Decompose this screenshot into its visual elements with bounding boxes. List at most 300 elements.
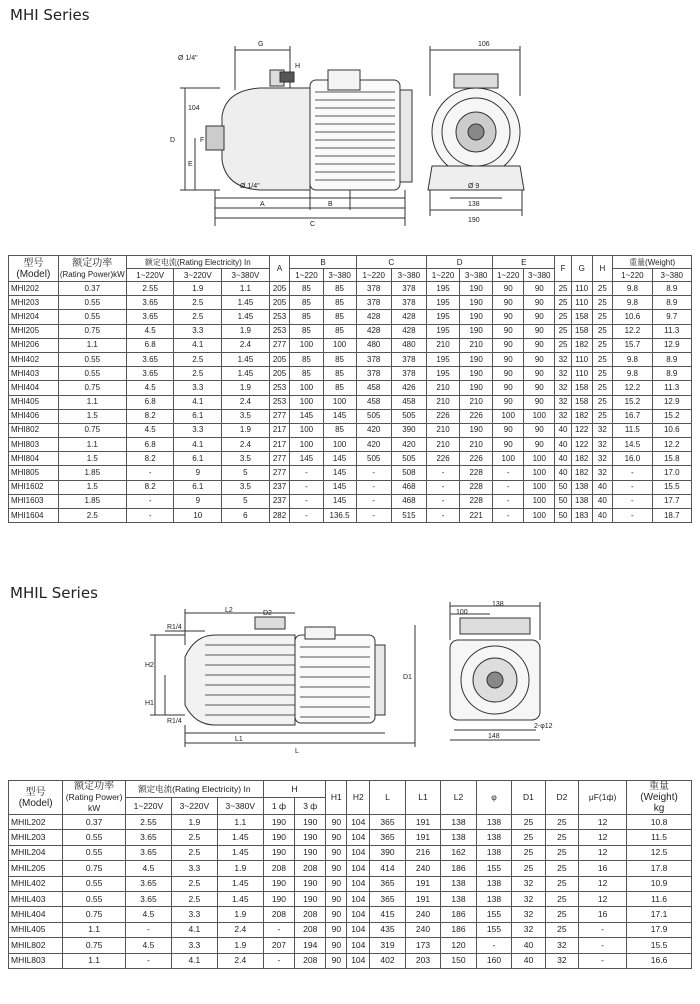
table-cell: 505 — [356, 409, 391, 423]
table-cell: 365 — [370, 891, 406, 906]
table-cell: 32 — [545, 938, 578, 953]
table-cell: 9.8 — [613, 352, 652, 366]
table-cell: 0.55 — [58, 296, 126, 310]
table-cell: 226 — [460, 409, 493, 423]
mhi-th-b-1-220: 1~220 — [290, 269, 323, 282]
mhil-spec-table — [8, 780, 692, 969]
table-cell: 40 — [555, 452, 572, 466]
table-cell: 6.1 — [174, 409, 222, 423]
table-cell: 25 — [592, 367, 613, 381]
table-cell: 138 — [476, 830, 512, 845]
table-cell: 25 — [555, 282, 572, 296]
table-cell: 1.5 — [58, 452, 126, 466]
table-cell: 428 — [391, 324, 426, 338]
table-cell: 90 — [326, 845, 347, 860]
table-cell: 190 — [460, 324, 493, 338]
mhi-th-model: 型号 (Model) — [9, 256, 59, 282]
table-row — [9, 282, 692, 296]
table-cell: 17.0 — [652, 466, 691, 480]
mhil-th-h: H — [263, 781, 326, 798]
table-row — [9, 938, 692, 953]
table-cell: 160 — [476, 953, 512, 968]
model-cell: MHIL205 — [9, 861, 63, 876]
mhil-th-h-1phi: 1 ф — [263, 798, 294, 815]
table-cell: 190 — [460, 352, 493, 366]
table-cell: 226 — [426, 409, 459, 423]
table-cell: 3.5 — [222, 452, 270, 466]
table-cell: 3.3 — [171, 907, 217, 922]
table-cell: 16.7 — [613, 409, 652, 423]
table-cell: 3.65 — [125, 845, 171, 860]
table-cell: 15.5 — [652, 480, 691, 494]
table-cell: 40 — [512, 938, 545, 953]
table-cell: 100 — [290, 395, 323, 409]
mhi-th-power: 额定功率 (Rating Power)kW — [58, 256, 126, 282]
mhi-table-body — [9, 282, 692, 523]
table-cell: 228 — [460, 466, 493, 480]
table-cell: 195 — [426, 282, 459, 296]
table-cell: 100 — [290, 381, 323, 395]
table-cell: 205 — [269, 296, 290, 310]
model-cell: MHI406 — [9, 409, 59, 423]
table-cell: 100 — [290, 338, 323, 352]
table-cell: 15.8 — [652, 452, 691, 466]
table-cell: 1.45 — [217, 830, 263, 845]
table-cell: 414 — [370, 861, 406, 876]
table-cell: 210 — [426, 423, 459, 437]
model-cell: MHIL204 — [9, 845, 63, 860]
mhi-th-w-1-220: 1~220 — [613, 269, 652, 282]
table-cell: 100 — [323, 438, 356, 452]
table-cell: 138 — [441, 891, 477, 906]
table-cell: 120 — [441, 938, 477, 953]
table-row — [9, 395, 692, 409]
table-cell: 3.3 — [174, 324, 222, 338]
table-cell: 90 — [524, 423, 555, 437]
table-cell: 277 — [269, 338, 290, 352]
table-cell: 505 — [356, 452, 391, 466]
table-cell: 25 — [512, 815, 545, 830]
table-cell: 3.65 — [126, 352, 174, 366]
table-cell: 90 — [524, 381, 555, 395]
table-cell: 104 — [347, 922, 370, 937]
table-cell: 136.5 — [323, 509, 356, 523]
table-cell: 0.75 — [63, 938, 126, 953]
table-cell: - — [579, 922, 627, 937]
table-cell: 85 — [290, 352, 323, 366]
table-cell: 277 — [269, 409, 290, 423]
table-cell: 138 — [441, 830, 477, 845]
table-cell: 16.0 — [613, 452, 652, 466]
table-cell: 8.2 — [126, 452, 174, 466]
table-cell: 90 — [524, 310, 555, 324]
table-cell: 2.55 — [126, 282, 174, 296]
table-cell: 2.5 — [174, 296, 222, 310]
table-cell: - — [579, 953, 627, 968]
table-cell: 15.7 — [613, 338, 652, 352]
table-cell: 40 — [555, 423, 572, 437]
mhi-dim-138: 138 — [468, 201, 480, 208]
table-cell: 12.5 — [627, 845, 692, 860]
table-cell: 205 — [269, 367, 290, 381]
mhil-dim-138: 138 — [492, 601, 504, 608]
table-cell: 90 — [524, 296, 555, 310]
table-cell: 138 — [441, 876, 477, 891]
table-cell: 11.5 — [613, 423, 652, 437]
table-cell: - — [613, 480, 652, 494]
mhil-th-v1-220: 1~220V — [125, 798, 171, 815]
table-row — [9, 367, 692, 381]
table-cell: 1.45 — [217, 891, 263, 906]
mhil-dim-d1: D1 — [403, 674, 412, 681]
table-cell: 3.65 — [126, 367, 174, 381]
table-cell: 32 — [545, 953, 578, 968]
table-cell: 122 — [571, 438, 592, 452]
table-cell: 100 — [493, 409, 524, 423]
table-cell: 40 — [592, 480, 613, 494]
table-cell: 90 — [524, 395, 555, 409]
table-cell: 25 — [545, 876, 578, 891]
table-cell: 32 — [555, 367, 572, 381]
table-cell: 25 — [545, 922, 578, 937]
table-cell: - — [356, 480, 391, 494]
table-cell: 0.75 — [58, 324, 126, 338]
table-cell: 90 — [326, 876, 347, 891]
table-cell: 1.9 — [222, 423, 270, 437]
table-cell: 100 — [323, 395, 356, 409]
table-cell: 90 — [493, 296, 524, 310]
table-cell: 32 — [592, 438, 613, 452]
table-cell: 173 — [405, 938, 441, 953]
table-cell: 1.9 — [217, 861, 263, 876]
table-cell: 4.5 — [126, 423, 174, 437]
table-cell: 1.9 — [217, 938, 263, 953]
table-cell: - — [290, 494, 323, 508]
table-cell: - — [426, 509, 459, 523]
model-cell: MHI802 — [9, 423, 59, 437]
table-cell: 0.75 — [63, 861, 126, 876]
table-cell: 150 — [441, 953, 477, 968]
mhi-dim-106: 106 — [478, 41, 490, 48]
table-cell: 3.3 — [171, 861, 217, 876]
model-cell: MHIL402 — [9, 876, 63, 891]
table-cell: 203 — [405, 953, 441, 968]
table-cell: 2.5 — [58, 509, 126, 523]
table-cell: 3.3 — [174, 423, 222, 437]
table-cell: - — [493, 466, 524, 480]
table-cell: 138 — [476, 876, 512, 891]
table-cell: 100 — [524, 480, 555, 494]
table-cell: 2.5 — [174, 352, 222, 366]
model-cell: MHI804 — [9, 452, 59, 466]
table-cell: 1.85 — [58, 466, 126, 480]
table-cell: 104 — [347, 830, 370, 845]
table-cell: 25 — [512, 845, 545, 860]
table-cell: 210 — [426, 381, 459, 395]
table-cell: 90 — [493, 310, 524, 324]
table-cell: 90 — [524, 352, 555, 366]
mhi-dim-b: B — [328, 201, 333, 208]
table-cell: 426 — [391, 381, 426, 395]
table-cell: 145 — [323, 494, 356, 508]
mhil-th-l2: L2 — [441, 781, 477, 815]
table-cell: 122 — [571, 423, 592, 437]
mhil-th-v3-380: 3~380V — [217, 798, 263, 815]
table-cell: 3.5 — [222, 409, 270, 423]
table-cell: 2.5 — [171, 845, 217, 860]
table-cell: 85 — [290, 282, 323, 296]
table-cell: 240 — [405, 861, 441, 876]
table-cell: 90 — [326, 861, 347, 876]
table-cell: 378 — [391, 296, 426, 310]
mhi-dim-phi9: Ø 9 — [468, 183, 480, 190]
table-cell: 104 — [347, 907, 370, 922]
table-cell: 158 — [571, 381, 592, 395]
table-cell: 4.1 — [171, 922, 217, 937]
table-cell: 17.7 — [652, 494, 691, 508]
model-cell: MHI805 — [9, 466, 59, 480]
table-cell: 468 — [391, 494, 426, 508]
table-cell: 40 — [592, 509, 613, 523]
mhil-th-power: 额定功率 (Rating Power) kW — [63, 781, 126, 815]
table-cell: 190 — [263, 830, 294, 845]
table-cell: 25 — [592, 352, 613, 366]
table-cell: 90 — [326, 922, 347, 937]
mhi-dim-e: E — [188, 161, 193, 168]
table-cell: 282 — [269, 509, 290, 523]
table-cell: 480 — [356, 338, 391, 352]
mhil-th-v3-220: 3~220V — [171, 798, 217, 815]
table-cell: 226 — [426, 452, 459, 466]
table-cell: 18.7 — [652, 509, 691, 523]
table-cell: 12.2 — [613, 324, 652, 338]
table-cell: 2.5 — [171, 830, 217, 845]
table-cell: 3.65 — [126, 296, 174, 310]
table-cell: 25 — [545, 830, 578, 845]
table-cell: 110 — [571, 352, 592, 366]
table-cell: 428 — [356, 310, 391, 324]
table-cell: 32 — [555, 409, 572, 423]
model-cell: MHI1602 — [9, 480, 59, 494]
mhil-th-weight: 重量 (Weight) kg — [627, 781, 692, 815]
table-cell: 138 — [441, 815, 477, 830]
table-cell: 90 — [524, 282, 555, 296]
table-cell: 17.1 — [627, 907, 692, 922]
table-cell: 6.8 — [126, 338, 174, 352]
mhil-dim-100: 100 — [456, 609, 468, 616]
table-row — [9, 494, 692, 508]
table-cell: 182 — [571, 409, 592, 423]
table-cell: 2.5 — [174, 367, 222, 381]
table-cell: 10 — [174, 509, 222, 523]
mhi-dim-f: F — [200, 137, 205, 144]
table-cell: 25 — [512, 830, 545, 845]
table-cell: 2.55 — [125, 815, 171, 830]
table-cell: 205 — [269, 352, 290, 366]
mhil-th-model: 型号 (Model) — [9, 781, 63, 815]
table-cell: - — [125, 953, 171, 968]
table-cell: 208 — [263, 907, 294, 922]
table-cell: 25 — [555, 338, 572, 352]
table-cell: 210 — [460, 395, 493, 409]
table-cell: 1.45 — [217, 876, 263, 891]
table-cell: 237 — [269, 480, 290, 494]
model-cell: MHI202 — [9, 282, 59, 296]
mhil-th-d2: D2 — [545, 781, 578, 815]
table-cell: 100 — [524, 494, 555, 508]
table-cell: 4.1 — [174, 395, 222, 409]
table-cell: 420 — [356, 423, 391, 437]
model-cell: MHI803 — [9, 438, 59, 452]
table-cell: 2.4 — [222, 395, 270, 409]
table-row — [9, 409, 692, 423]
table-cell: 240 — [405, 922, 441, 937]
table-cell: 32 — [592, 466, 613, 480]
table-cell: 9 — [174, 494, 222, 508]
model-cell: MHI402 — [9, 352, 59, 366]
table-cell: 1.1 — [217, 815, 263, 830]
model-cell: MHI1603 — [9, 494, 59, 508]
table-cell: 90 — [493, 367, 524, 381]
mhil-dim-l: L — [295, 748, 299, 755]
table-cell: 182 — [571, 466, 592, 480]
table-cell: 2.5 — [174, 310, 222, 324]
table-cell: 208 — [295, 861, 326, 876]
table-cell: 1.9 — [171, 815, 217, 830]
model-cell: MHIL202 — [9, 815, 63, 830]
table-cell: 378 — [391, 352, 426, 366]
table-cell: 365 — [370, 830, 406, 845]
mhi-th-e-1-220: 1~220 — [493, 269, 524, 282]
table-cell: 0.75 — [58, 423, 126, 437]
table-cell: 210 — [426, 395, 459, 409]
table-cell: 186 — [441, 922, 477, 937]
model-cell: MHI205 — [9, 324, 59, 338]
table-cell: 100 — [290, 438, 323, 452]
table-cell: 85 — [290, 324, 323, 338]
table-cell: 155 — [476, 922, 512, 937]
table-cell: 100 — [524, 509, 555, 523]
table-cell: 90 — [493, 381, 524, 395]
mhil-th-uf: μF(1ф) — [579, 781, 627, 815]
table-row — [9, 845, 692, 860]
table-row — [9, 452, 692, 466]
table-cell: 85 — [323, 282, 356, 296]
table-cell: 16 — [579, 861, 627, 876]
table-cell: 2.4 — [217, 922, 263, 937]
table-cell: 190 — [295, 815, 326, 830]
model-cell: MHI405 — [9, 395, 59, 409]
table-cell: 208 — [295, 953, 326, 968]
table-cell: 378 — [356, 282, 391, 296]
table-cell: 2.4 — [222, 438, 270, 452]
table-cell: 40 — [555, 466, 572, 480]
table-cell: 50 — [555, 509, 572, 523]
table-cell: 90 — [493, 395, 524, 409]
table-cell: 190 — [295, 830, 326, 845]
table-cell: 0.55 — [58, 352, 126, 366]
table-cell: - — [356, 494, 391, 508]
table-cell: 25 — [592, 381, 613, 395]
table-cell: 515 — [391, 509, 426, 523]
table-cell: 32 — [555, 352, 572, 366]
table-cell: - — [290, 480, 323, 494]
model-cell: MHIL405 — [9, 922, 63, 937]
model-cell: MHI204 — [9, 310, 59, 324]
table-cell: 5 — [222, 494, 270, 508]
table-cell: 183 — [571, 509, 592, 523]
mhil-th-h-3phi: 3 ф — [295, 798, 326, 815]
table-cell: 221 — [460, 509, 493, 523]
table-cell: 1.1 — [58, 438, 126, 452]
mhi-th-f: F — [555, 256, 572, 282]
table-cell: 420 — [356, 438, 391, 452]
mhil-dim-phi12: 2-φ12 — [534, 723, 553, 730]
table-cell: 253 — [269, 310, 290, 324]
mhi-th-h: H — [592, 256, 613, 282]
table-cell: - — [613, 494, 652, 508]
mhil-dim-h2: H2 — [145, 662, 154, 669]
mhi-th-v1-220: 1~220V — [126, 269, 174, 282]
table-cell: 15.5 — [627, 938, 692, 953]
table-cell: 25 — [592, 395, 613, 409]
table-cell: 40 — [512, 953, 545, 968]
table-cell: 85 — [323, 381, 356, 395]
table-cell: 155 — [476, 861, 512, 876]
table-cell: 468 — [391, 480, 426, 494]
table-cell: 12.9 — [652, 395, 691, 409]
table-cell: 458 — [356, 381, 391, 395]
table-cell: 25 — [545, 891, 578, 906]
table-cell: 85 — [323, 296, 356, 310]
table-cell: 10.9 — [627, 876, 692, 891]
table-cell: 205 — [269, 282, 290, 296]
table-cell: 16 — [579, 907, 627, 922]
table-cell: 4.5 — [126, 381, 174, 395]
table-cell: 182 — [571, 338, 592, 352]
table-cell: 378 — [356, 352, 391, 366]
table-cell: 25 — [592, 338, 613, 352]
mhi-th-weight: 重量(Weight) — [613, 256, 692, 269]
table-cell: 9.8 — [613, 367, 652, 381]
table-cell: 104 — [347, 815, 370, 830]
mhi-dim-c: C — [310, 221, 316, 228]
table-cell: 415 — [370, 907, 406, 922]
table-cell: 2.4 — [217, 953, 263, 968]
table-cell: 90 — [493, 423, 524, 437]
table-cell: 1.45 — [222, 310, 270, 324]
table-cell: 32 — [592, 423, 613, 437]
table-cell: - — [613, 509, 652, 523]
table-cell: 8.9 — [652, 367, 691, 381]
table-row — [9, 830, 692, 845]
table-cell: 25 — [592, 296, 613, 310]
table-cell: 190 — [263, 845, 294, 860]
table-cell: 12.9 — [652, 338, 691, 352]
table-cell: 1.1 — [63, 922, 126, 937]
table-cell: 2.5 — [171, 891, 217, 906]
table-cell: 90 — [493, 282, 524, 296]
table-cell: 3.3 — [171, 938, 217, 953]
table-cell: 1.9 — [222, 324, 270, 338]
table-cell: 11.6 — [627, 891, 692, 906]
table-cell: 194 — [295, 938, 326, 953]
table-cell: 1.45 — [217, 845, 263, 860]
table-cell: 210 — [460, 438, 493, 452]
mhi-th-b-3-380: 3~380 — [323, 269, 356, 282]
table-cell: 4.1 — [171, 953, 217, 968]
table-cell: 9.8 — [613, 296, 652, 310]
